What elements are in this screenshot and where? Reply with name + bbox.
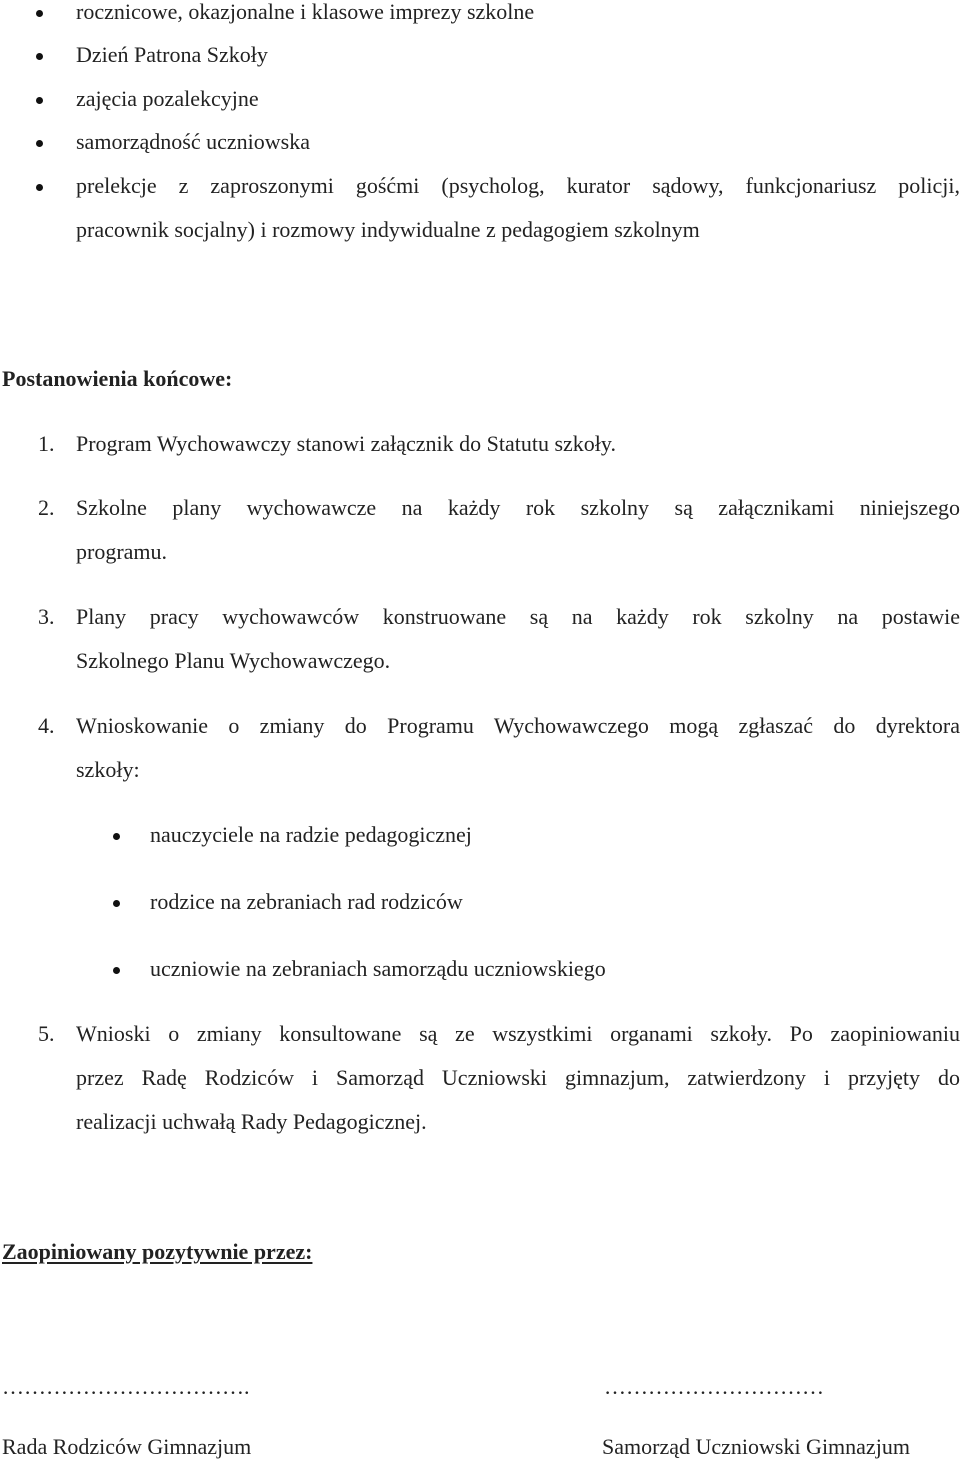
provision-text-continuation: realizacji uchwałą Rady Pedagogicznej. [76, 1109, 427, 1134]
signatory-label-left: Rada Rodziców Gimnazjum [2, 1434, 252, 1459]
signature-line-right: ………………………… [604, 1374, 824, 1399]
item-number: 2. [38, 495, 55, 520]
list-item: rocznicowe, okazjonalne i klasowe imprezy szkolne [76, 0, 535, 24]
provision-text: Wnioski o zmiany konsultowane są ze wszystkimi organami szkoły. Po zaopiniowaniu [76, 1022, 960, 1046]
list-item-continuation: pracownik socjalny) i rozmowy indywidualne z pedagogiem szkolnym [76, 217, 700, 242]
provision-text: Wnioskowanie o zmiany do Programu Wychowawczego mogą zgłaszać do dyrektora [76, 714, 960, 738]
bullet-icon [36, 184, 43, 191]
bullet-icon [36, 97, 43, 104]
bullet-icon [113, 967, 120, 974]
provision-text-continuation: Szkolnego Planu Wychowawczego. [76, 648, 391, 673]
bullet-icon [36, 10, 43, 17]
list-item: Dzień Patrona Szkoły [76, 42, 268, 67]
list-item: nauczyciele na radzie pedagogicznej [150, 822, 472, 847]
bullet-icon [113, 833, 120, 840]
list-item: rodzice na zebraniach rad rodziców [150, 889, 463, 914]
provision-text: Program Wychowawczy stanowi załącznik do Statutu szkoły. [76, 431, 616, 456]
provision-text-continuation: programu. [76, 539, 168, 564]
section-heading: Postanowienia końcowe: [2, 366, 233, 391]
provision-text-continuation: przez Radę Rodziców i Samorząd Uczniowski gimnazjum, zatwierdzony i przyjęty do [76, 1066, 960, 1090]
list-item: zajęcia pozalekcyjne [76, 86, 259, 111]
provision-text: Szkolne plany wychowawcze na każdy rok szkolny są załącznikami niniejszego [76, 496, 960, 520]
list-item: prelekcje z zaproszonymi gośćmi (psycholog, kurator sądowy, funkcjonariusz policji, [76, 174, 960, 198]
bullet-icon [113, 900, 120, 907]
item-number: 5. [38, 1021, 55, 1046]
approval-heading: Zaopiniowany pozytywnie przez: [2, 1239, 313, 1264]
provision-text: Plany pracy wychowawców konstruowane są na każdy rok szkolny na postawie [76, 605, 960, 629]
signature-line-left: ……………………………. [2, 1374, 250, 1399]
signatory-label-right: Samorząd Uczniowski Gimnazjum [602, 1434, 910, 1459]
item-number: 4. [38, 713, 55, 738]
list-item: samorządność uczniowska [76, 129, 310, 154]
item-number: 3. [38, 604, 55, 629]
bullet-icon [36, 140, 43, 147]
bullet-icon [36, 53, 43, 60]
list-item: uczniowie na zebraniach samorządu uczniowskiego [150, 956, 606, 981]
provision-text-continuation: szkoły: [76, 757, 140, 782]
item-number: 1. [38, 431, 55, 456]
